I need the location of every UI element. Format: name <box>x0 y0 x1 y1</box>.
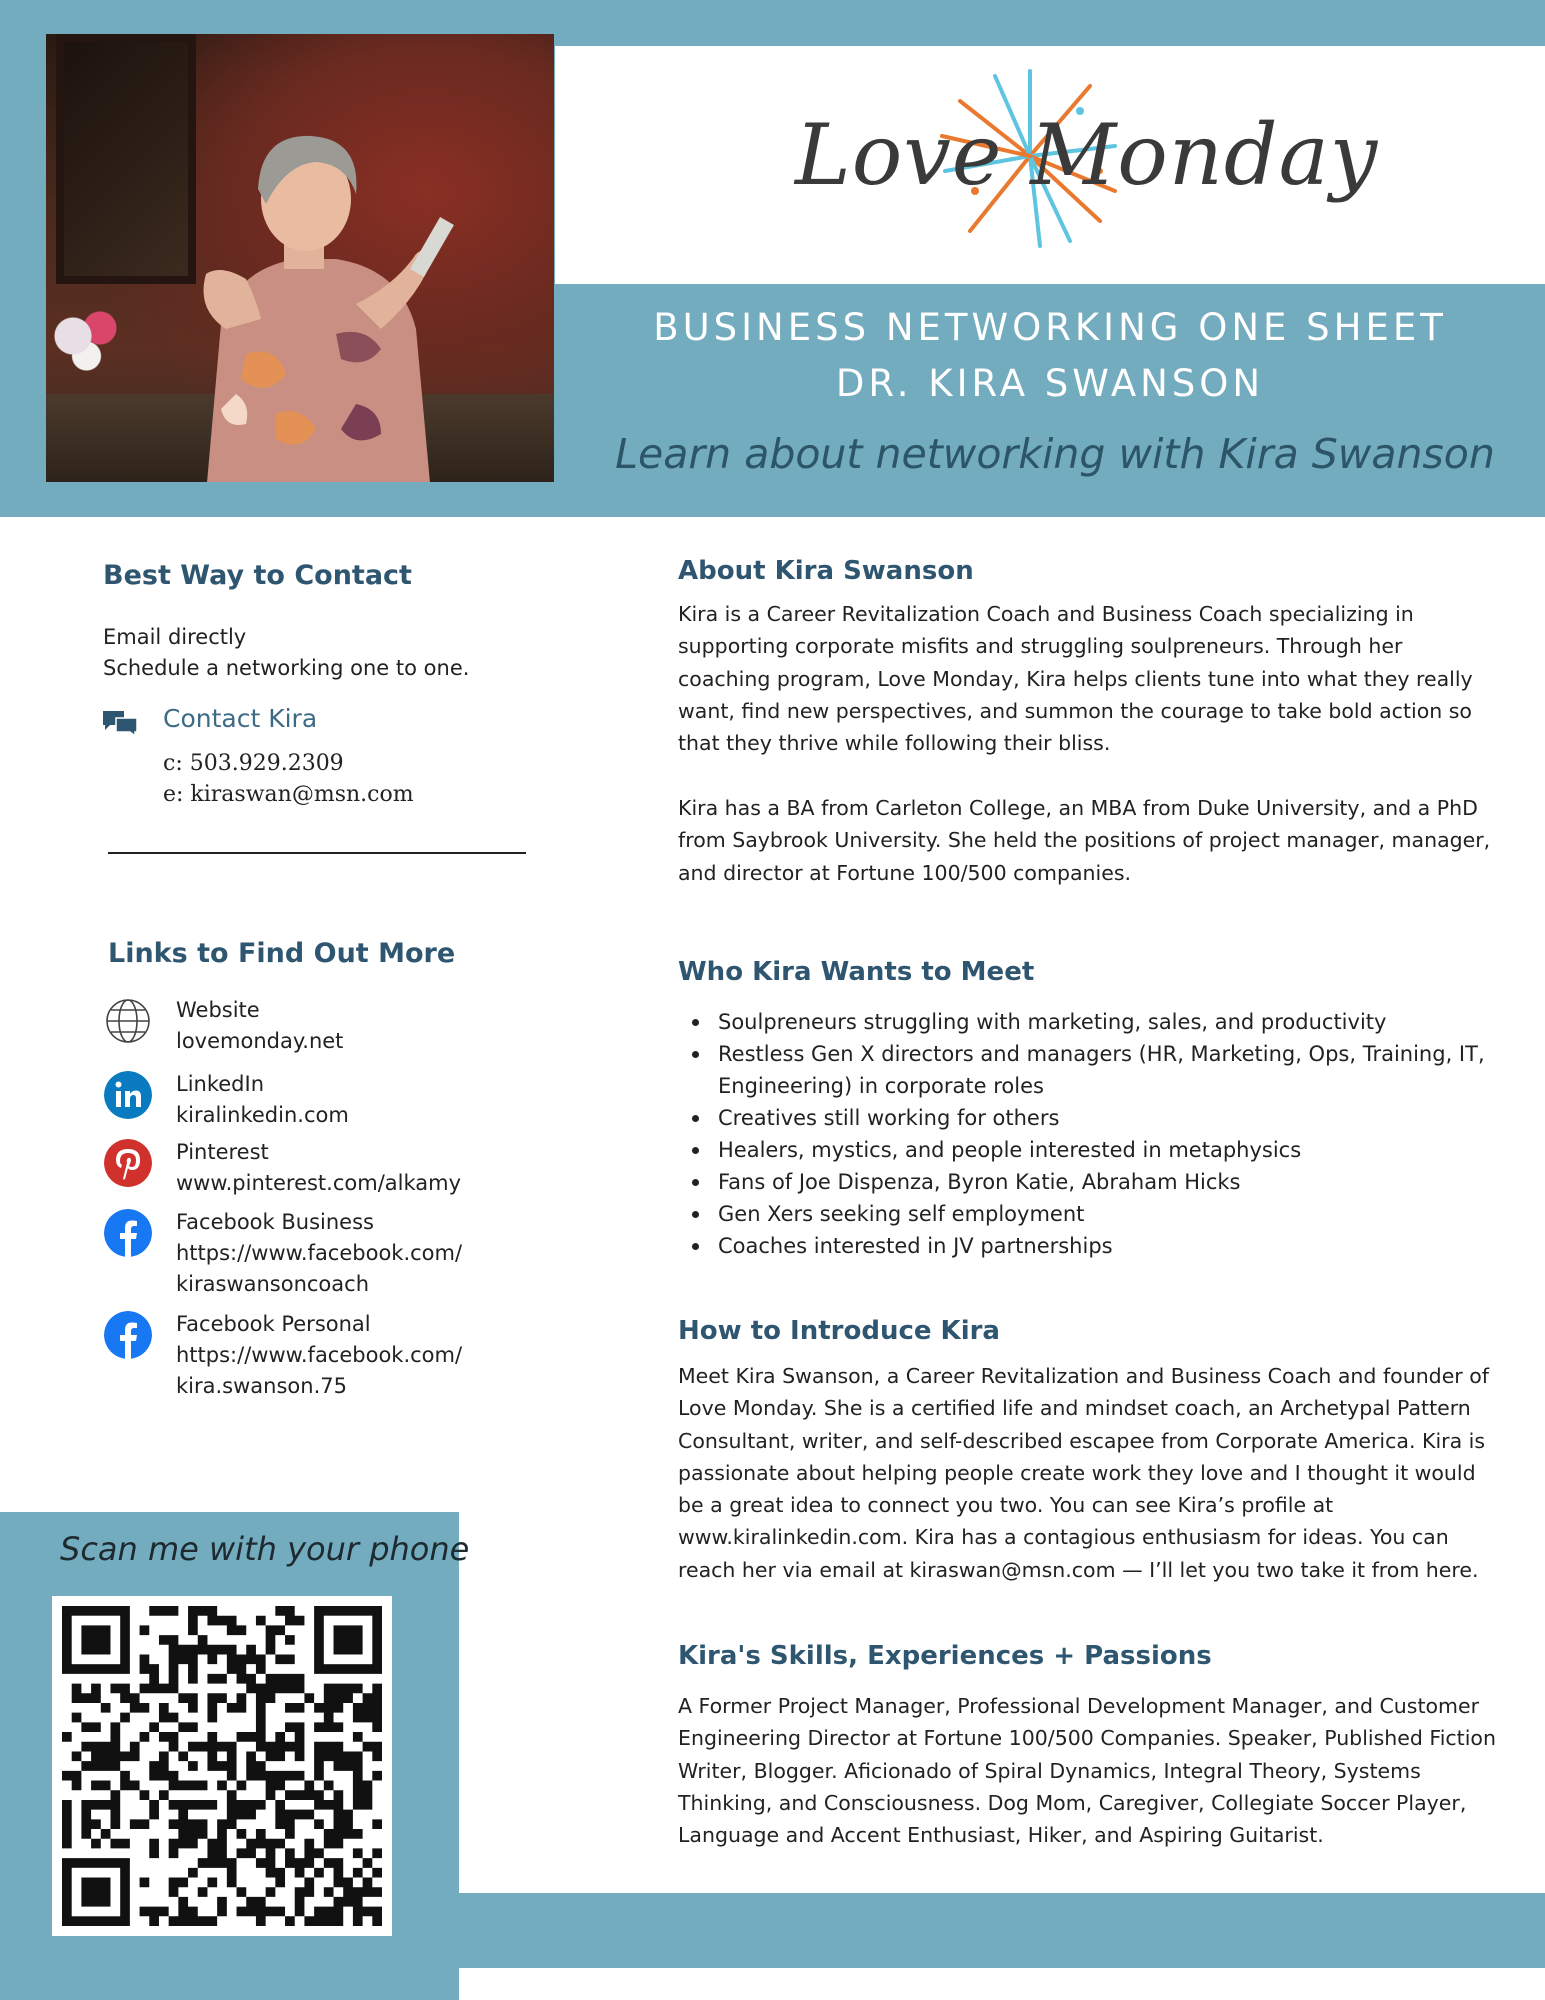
link-linkedin-url[interactable]: kiralinkedin.com <box>176 1103 349 1127</box>
contact-heading: Best Way to Contact <box>103 560 412 591</box>
skills-heading: Kira's Skills, Experiences + Passions <box>678 1641 1212 1671</box>
contact-line1: Email directly <box>103 625 247 649</box>
speaker-photo <box>46 34 554 482</box>
speaker-figure <box>166 94 466 482</box>
link-facebook-personal[interactable] <box>104 1309 524 1405</box>
link-pinterest-title: Pinterest <box>176 1140 269 1164</box>
links-heading: Links to Find Out More <box>108 938 456 969</box>
link-pinterest[interactable] <box>104 1137 524 1201</box>
list-item: Gen Xers seeking self employment <box>690 1198 1510 1230</box>
list-item: Soulpreneurs struggling with marketing, sales, and productivity <box>690 1006 1510 1038</box>
introduce-heading: How to Introduce Kira <box>678 1316 1000 1346</box>
qr-code-icon <box>62 1606 382 1926</box>
skills-paragraph: A Former Project Manager, Professional Development Manager, and Customer Engineering Director at Fortune 100/500 Companies. Speaker, Published Fiction Writer, Blogger. Aficionado of Spiral Dynamics, Integral Theory, Systems Thinking, and Consciousness. Dog Mom, Caregiver, Collegiate Soccer Player, Language and Accent Enthusiast, Hiker, and Aspiring Guitarist. <box>678 1694 1496 1848</box>
meet-heading: Who Kira Wants to Meet <box>678 957 1035 987</box>
qr-code[interactable] <box>52 1596 392 1936</box>
list-item: Healers, mystics, and people interested in metaphysics <box>690 1134 1510 1166</box>
pinterest-icon <box>104 1139 152 1187</box>
about-paragraph-2: Kira has a BA from Carleton College, an MBA from Duke University, and a PhD from Saybrook University. She held the positions of project manager, manager, and director at Fortune 100/500 companies. <box>678 796 1491 885</box>
link-facebook-personal-text <box>176 1309 462 1402</box>
photo-flowers <box>46 304 136 384</box>
about-paragraph-1: Kira is a Career Revitalization Coach and Business Coach specializing in supporting corporate misfits and struggling soulpreneurs. Through her coaching program, Love Monday, Kira helps clients tune into what they really want, find new perspectives, and summon the courage to take bold action so that they thrive while following their bliss. <box>678 602 1473 756</box>
link-facebook-personal-url2[interactable]: kira.swanson.75 <box>176 1374 347 1398</box>
link-facebook-personal-url1[interactable]: https://www.facebook.com/ <box>176 1343 463 1367</box>
list-item: Restless Gen X directors and managers (HR, Marketing, Ops, Training, IT, Engineering) in corporate roles <box>690 1038 1510 1102</box>
contact-phone[interactable]: c: 503.929.2309 <box>163 751 344 776</box>
meet-list <box>690 1006 1510 1262</box>
section-divider <box>108 852 526 854</box>
link-facebook-personal-title: Facebook Personal <box>176 1312 371 1336</box>
link-facebook-business-title: Facebook Business <box>176 1210 374 1234</box>
link-linkedin-text <box>176 1069 349 1131</box>
facebook-icon <box>104 1209 152 1257</box>
footer-band <box>459 1893 1545 1968</box>
link-website-text <box>176 995 343 1057</box>
contact-kira-label: Contact Kira <box>163 704 318 733</box>
qr-caption: Scan me with your phone <box>60 1530 470 1568</box>
contact-email[interactable]: e: kiraswan@msn.com <box>163 782 414 807</box>
link-linkedin-title: LinkedIn <box>176 1072 265 1096</box>
tagline: Learn about networking with Kira Swanson <box>615 430 1495 478</box>
chat-bubbles-icon <box>102 710 138 736</box>
globe-icon <box>104 997 152 1045</box>
link-facebook-business[interactable] <box>104 1207 524 1303</box>
link-facebook-business-text <box>176 1207 462 1300</box>
facebook-icon <box>104 1311 152 1359</box>
logo-text: Love Monday <box>795 106 1379 204</box>
link-linkedin[interactable] <box>104 1069 524 1133</box>
logo-panel <box>555 46 1545 284</box>
sheet-title: BUSINESS NETWORKING ONE SHEET <box>653 306 1447 349</box>
linkedin-icon <box>104 1071 152 1119</box>
link-pinterest-text <box>176 1137 461 1199</box>
link-website-title: Website <box>176 998 260 1022</box>
list-item: Creatives still working for others <box>690 1102 1510 1134</box>
list-item: Coaches interested in JV partnerships <box>690 1230 1510 1262</box>
about-heading: About Kira Swanson <box>678 556 974 586</box>
person-name: DR. KIRA SWANSON <box>835 362 1265 405</box>
introduce-paragraph: Meet Kira Swanson, a Career Revitalization and Business Coach and founder of Love Monday. She is a certified life and mindset coach, an Archetypal Pattern Consultant, writer, and self-described escapee from Corporate America. Kira is passionate about helping people create work they love and I thought it would be a great idea to connect you two. You can see Kira’s profile at www.kiralinkedin.com. Kira has a contagious enthusiasm for ideas. You can reach her via email at kiraswan@msn.com — I’ll let you two take it from here. <box>678 1364 1490 1582</box>
list-item: Fans of Joe Dispenza, Byron Katie, Abraham Hicks <box>690 1166 1510 1198</box>
link-facebook-business-url1[interactable]: https://www.facebook.com/ <box>176 1241 463 1265</box>
link-website[interactable] <box>104 995 524 1059</box>
link-website-url[interactable]: lovemonday.net <box>176 1029 344 1053</box>
link-facebook-business-url2[interactable]: kiraswansoncoach <box>176 1272 370 1296</box>
contact-line2: Schedule a networking one to one. <box>103 656 470 680</box>
link-pinterest-url[interactable]: www.pinterest.com/alkamy <box>176 1171 462 1195</box>
